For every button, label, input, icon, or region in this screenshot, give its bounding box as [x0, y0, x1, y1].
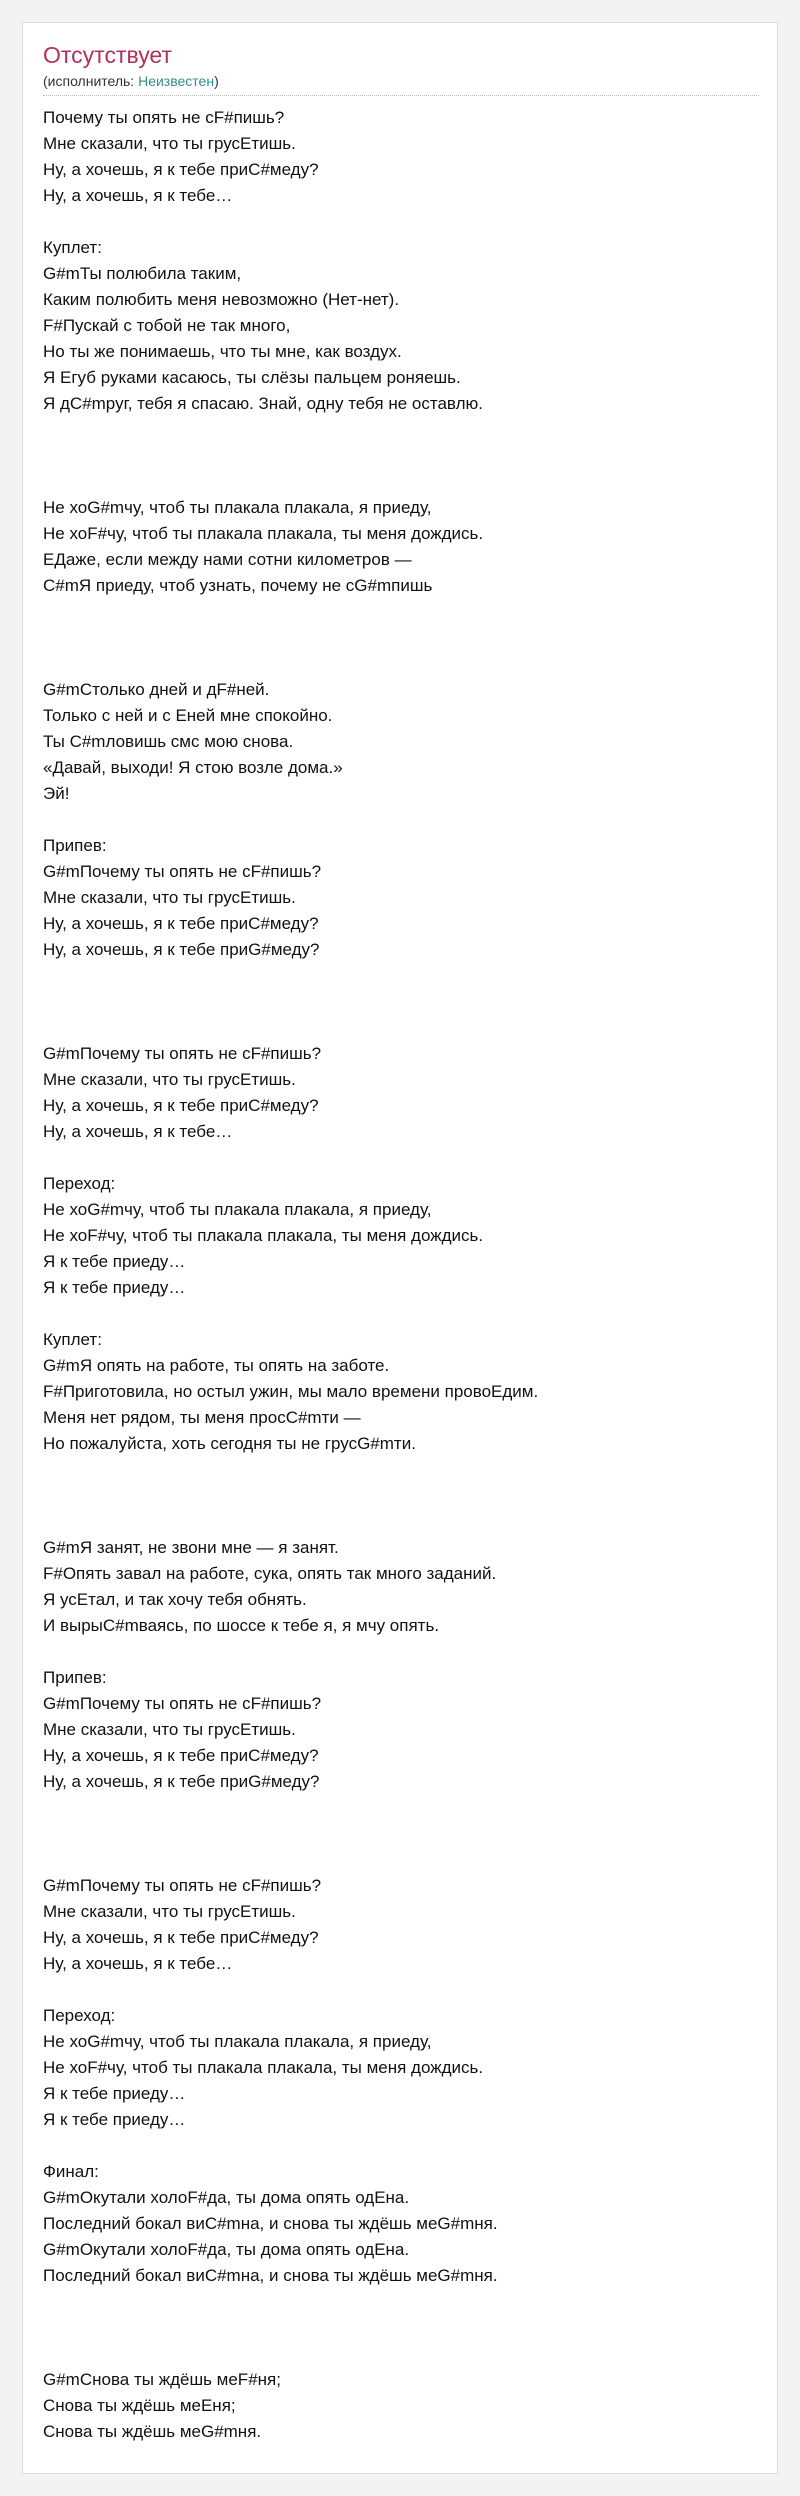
lyric-line: Ну, а хочешь, я к тебе…: [43, 1122, 233, 1141]
lyric-line: Ну, а хочешь, я к тебе…: [43, 1954, 233, 1973]
lyric-line: G#mПочему ты опять не сF#пишь?: [43, 1876, 322, 1895]
lyric-line: Ты С#mловишь смс мою снова.: [43, 732, 294, 751]
lyric-line: Не хоG#mчу, чтоб ты плакала плакала, я приеду,: [43, 1200, 432, 1219]
lyric-line: Но пожалуйста, хоть сегодня ты не грусG#mти.: [43, 1434, 416, 1453]
artist-line: [43, 71, 759, 91]
blank-line: [43, 1977, 759, 2003]
lyric-line: G#mОкутали холоF#да, ты дома опять одЕна.: [43, 2240, 410, 2259]
blank-line: [43, 1483, 759, 1509]
song-title: Отсутствует: [43, 42, 172, 68]
blank-line: [43, 1457, 759, 1483]
lyric-line: Финал:: [43, 2162, 99, 2181]
blank-line: [43, 1145, 759, 1171]
lyric-line: Последний бокал виС#mна, и снова ты ждёшь меG#mня.: [43, 2214, 498, 2233]
artist-prefix: (исполнитель:: [43, 73, 139, 89]
lyric-line: Не хоF#чу, чтоб ты плакала плакала, ты меня дождись.: [43, 524, 484, 543]
lyric-line: G#mОкутали холоF#да, ты дома опять одЕна.: [43, 2188, 410, 2207]
lyric-line: F#Опять завал на работе, сука, опять так много заданий.: [43, 1564, 497, 1583]
lyric-line: Мне сказали, что ты грусЕтишь.: [43, 888, 296, 907]
lyric-line: Последний бокал виС#mна, и снова ты ждёшь меG#mня.: [43, 2266, 498, 2285]
lyric-line: G#mПочему ты опять не сF#пишь?: [43, 1694, 322, 1713]
lyric-line: Снова ты ждёшь меG#mня.: [43, 2422, 262, 2441]
lyric-line: Куплет:: [43, 1330, 102, 1349]
song-header: [43, 41, 759, 96]
blank-line: [43, 2341, 759, 2367]
blank-line: [43, 625, 759, 651]
lyric-line: Ну, а хочешь, я к тебе приС#меду?: [43, 1928, 319, 1947]
lyric-line: F#Пускай с тобой не так много,: [43, 316, 291, 335]
artist-suffix: ): [214, 73, 219, 89]
blank-line: [43, 599, 759, 625]
lyric-line: Мне сказали, что ты грусЕтишь.: [43, 1720, 296, 1739]
lyric-line: Ну, а хочешь, я к тебе…: [43, 186, 233, 205]
lyric-line: Не хоF#чу, чтоб ты плакала плакала, ты меня дождись.: [43, 1226, 484, 1245]
lyric-line: Эй!: [43, 784, 70, 803]
lyric-line: Снова ты ждёшь меЕня;: [43, 2396, 236, 2415]
lyric-line: Переход:: [43, 1174, 116, 1193]
lyric-line: Припев:: [43, 1668, 107, 1687]
blank-line: [43, 651, 759, 677]
lyric-line: G#mПочему ты опять не сF#пишь?: [43, 862, 322, 881]
blank-line: [43, 989, 759, 1015]
lyric-line: Каким полюбить меня невозможно (Нет-нет).: [43, 290, 400, 309]
song-card: [22, 22, 778, 2474]
blank-line: [43, 2133, 759, 2159]
lyric-line: Ну, а хочешь, я к тебе приС#меду?: [43, 1746, 319, 1765]
lyric-line: Куплет:: [43, 238, 102, 257]
blank-line: [43, 807, 759, 833]
blank-line: [43, 2315, 759, 2341]
lyric-line: G#mСтолько дней и дF#ней.: [43, 680, 270, 699]
lyric-line: G#mЯ занят, не звони мне — я занят.: [43, 1538, 339, 1557]
lyric-line: Не хоG#mчу, чтоб ты плакала плакала, я приеду,: [43, 2032, 432, 2051]
lyric-line: Мне сказали, что ты грусЕтишь.: [43, 134, 296, 153]
blank-line: [43, 1821, 759, 1847]
lyric-line: Ну, а хочешь, я к тебе приG#меду?: [43, 1772, 320, 1791]
lyric-line: G#mЯ опять на работе, ты опять на заботе.: [43, 1356, 390, 1375]
blank-line: [43, 963, 759, 989]
lyric-line: Меня нет рядом, ты меня просС#mти —: [43, 1408, 361, 1427]
lyric-line: «Давай, выходи! Я стою возле дома.»: [43, 758, 343, 777]
lyric-line: Я к тебе приеду…: [43, 2110, 186, 2129]
lyric-line: G#mСнова ты ждёшь меF#ня;: [43, 2370, 281, 2389]
blank-line: [43, 1301, 759, 1327]
lyric-line: Я Егуб руками касаюсь, ты слёзы пальцем роняешь.: [43, 368, 461, 387]
lyric-line: Только с ней и с Еней мне спокойно.: [43, 706, 333, 725]
lyric-line: Я к тебе приеду…: [43, 1252, 186, 1271]
lyric-line: G#mПочему ты опять не сF#пишь?: [43, 1044, 322, 1063]
blank-line: [43, 443, 759, 469]
blank-line: [43, 209, 759, 235]
lyric-line: Переход:: [43, 2006, 116, 2025]
lyric-line: Ну, а хочешь, я к тебе приС#меду?: [43, 914, 319, 933]
lyric-line: G#mТы полюбила таким,: [43, 264, 242, 283]
lyric-line: Не хоF#чу, чтоб ты плакала плакала, ты меня дождись.: [43, 2058, 484, 2077]
lyric-line: ЕДаже, если между нами сотни километров —: [43, 550, 412, 569]
blank-line: [43, 1639, 759, 1665]
lyric-line: Почему ты опять не сF#пишь?: [43, 108, 285, 127]
lyric-line: Припев:: [43, 836, 107, 855]
lyric-line: Ну, а хочешь, я к тебе приG#меду?: [43, 940, 320, 959]
blank-line: [43, 1015, 759, 1041]
lyric-line: Не хоG#mчу, чтоб ты плакала плакала, я приеду,: [43, 498, 432, 517]
blank-line: [43, 469, 759, 495]
blank-line: [43, 417, 759, 443]
blank-line: [43, 1795, 759, 1821]
blank-line: [43, 1509, 759, 1535]
lyric-line: И вырыС#mваясь, по шоссе к тебе я, я мчу опять.: [43, 1616, 440, 1635]
lyric-line: С#mЯ приеду, чтоб узнать, почему не сG#mпишь: [43, 576, 433, 595]
blank-line: [43, 1847, 759, 1873]
lyric-line: Я усЕтал, и так хочу тебя обнять.: [43, 1590, 307, 1609]
lyric-line: Ну, а хочешь, я к тебе приС#меду?: [43, 1096, 319, 1115]
lyric-line: F#Приготовила, но остыл ужин, мы мало времени провоЕдим.: [43, 1382, 539, 1401]
lyric-line: Я дС#mруг, тебя я спасаю. Знай, одну тебя не оставлю.: [43, 394, 483, 413]
lyric-line: Мне сказали, что ты грусЕтишь.: [43, 1902, 296, 1921]
lyric-line: Я к тебе приеду…: [43, 1278, 186, 1297]
lyric-line: Мне сказали, что ты грусЕтишь.: [43, 1070, 296, 1089]
artist-link[interactable]: Неизвестен: [138, 73, 215, 89]
header-divider: [43, 95, 759, 96]
lyrics-text: [43, 105, 759, 2445]
blank-line: [43, 2289, 759, 2315]
lyric-line: Ну, а хочешь, я к тебе приС#меду?: [43, 160, 319, 179]
lyric-line: Но ты же понимаешь, что ты мне, как воздух.: [43, 342, 402, 361]
lyric-line: Я к тебе приеду…: [43, 2084, 186, 2103]
